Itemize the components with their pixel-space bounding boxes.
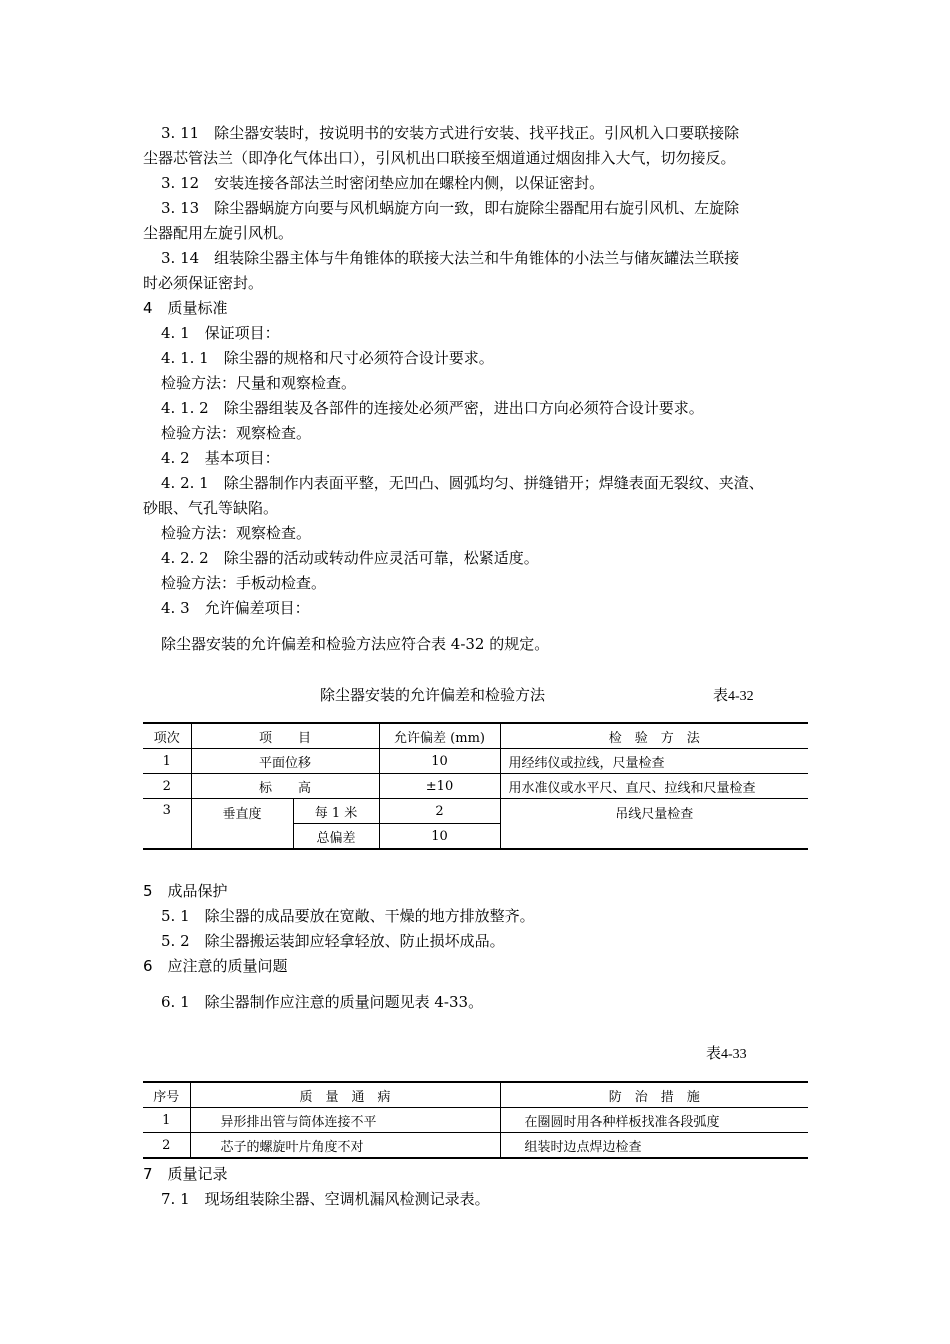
table-cell: 总偏差 [293,824,379,850]
table-4-32 [143,722,808,850]
table-label-char: 表 [706,1044,722,1062]
section-4-heading: 4 质量标准 [143,299,228,317]
clause-3-14-line1: 3. 14 组装除尘器主体与牛角锥体的联接大法兰和牛角锥体的小法兰与储灰罐法兰联接 [161,249,740,267]
table-row [143,774,808,799]
table-4-33 [143,1081,808,1159]
table-cell: 用经纬仪或拉线，尺量检查 [500,749,808,774]
clause-4-3: 4. 3 允许偏差项目： [161,599,310,617]
table-row [143,1133,808,1159]
table-cell: 芯子的螺旋叶片角度不对 [190,1133,500,1159]
clause-4-2-1-line1: 4. 2. 1 除尘器制作内表面平整，无凹凸、圆弧均匀、拼缝错开；焊缝表面无裂纹、夹渣、 [161,474,764,492]
clause-5-2: 5. 2 除尘器搬运装卸应轻拿轻放、防止损坏成品。 [161,932,505,950]
table-cell: 2 [379,799,500,824]
table-number: 4-33 [721,1047,747,1062]
clause-3-13-line2: 尘器配用左旋引风机。 [143,224,294,242]
table-label-char: 表 [713,686,729,704]
table-4-33-label [706,1042,747,1063]
table-header-row [143,723,808,749]
table-cell: ±10 [379,774,500,799]
table-cell: 平面位移 [191,749,379,774]
clause-4-3-text: 除尘器安装的允许偏差和检验方法应符合表 4-32 的规定。 [161,635,550,653]
inspection-method-4-1-1: 检验方法：尺量和观察检查。 [161,374,357,392]
clause-4-2-2: 4. 2. 2 除尘器的活动或转动件应灵活可靠，松紧适度。 [161,549,539,567]
section-6-heading: 6 应注意的质量问题 [143,957,288,975]
clause-4-1-1: 4. 1. 1 除尘器的规格和尺寸必须符合设计要求。 [161,349,494,367]
inspection-method-4-2-2: 检验方法：手板动检查。 [161,574,327,592]
clause-4-2: 4. 2 基本项目： [161,449,280,467]
table-cell: 1 [143,749,191,774]
table-cell: 每 1 米 [293,799,379,824]
table-number: 4-32 [728,689,754,704]
table-4-32-label [713,684,754,705]
header-cell: 质 量 通 病 [190,1082,500,1108]
clause-7-1: 7. 1 现场组装除尘器、空调机漏风检测记录表。 [161,1190,490,1208]
table-header-row [143,1082,808,1108]
inspection-method-4-2-1: 检验方法：观察检查。 [161,524,312,542]
table-cell: 2 [143,1133,190,1159]
table-cell: 异形排出管与筒体连接不平 [190,1108,500,1133]
table-cell: 用水准仪或水平尺、直尺、拉线和尺量检查 [500,774,808,799]
table-row [143,799,808,824]
clause-3-11-line1: 3. 11 除尘器安装时，按说明书的安装方式进行安装、找平找正。引风机入口要联接除 [161,124,740,142]
header-cell: 项次 [143,723,191,749]
header-cell: 序号 [143,1082,190,1108]
header-cell: 允许偏差 (mm) [379,723,500,749]
section-7-heading: 7 质量记录 [143,1165,228,1183]
table-row [143,1108,808,1133]
clause-3-11-line2: 尘器芯管法兰（即净化气体出口），引风机出口联接至烟道通过烟囱排入大气，切勿接反。 [143,149,736,167]
table-cell: 3 [143,799,191,850]
clause-3-12: 3. 12 安装连接各部法兰时密闭垫应加在螺栓内侧，以保证密封。 [161,174,605,192]
table-row [143,749,808,774]
table-cell: 在圈圆时用各种样板找准各段弧度 [500,1108,808,1133]
header-cell: 检 验 方 法 [500,723,808,749]
table-cell: 标 高 [191,774,379,799]
clause-5-1: 5. 1 除尘器的成品要放在宽敞、干燥的地方排放整齐。 [161,907,535,925]
table-4-32-caption: 除尘器安装的允许偏差和检验方法 [320,686,546,704]
clause-4-1: 4. 1 保证项目： [161,324,280,342]
table-cell: 10 [379,824,500,850]
table-cell: 1 [143,1108,190,1133]
inspection-method-4-1-2: 检验方法：观察检查。 [161,424,312,442]
clause-3-13-line1: 3. 13 除尘器蜗旋方向要与风机蜗旋方向一致，即右旋除尘器配用右旋引风机、左旋除 [161,199,740,217]
table-cell: 2 [143,774,191,799]
table-cell: 垂直度 [191,799,293,850]
clause-3-14-line2: 时必须保证密封。 [143,274,264,292]
clause-6-1: 6. 1 除尘器制作应注意的质量问题见表 4-33。 [161,993,484,1011]
clause-4-2-1-line2: 砂眼、气孔等缺陷。 [143,499,279,517]
section-5-heading: 5 成品保护 [143,882,228,900]
clause-4-1-2: 4. 1. 2 除尘器组装及各部件的连接处必须严密，进出口方向必须符合设计要求。 [161,399,704,417]
header-cell: 项 目 [191,723,379,749]
table-cell: 10 [379,749,500,774]
table-cell: 吊线尺量检查 [500,799,808,850]
table-cell: 组装时边点焊边检查 [500,1133,808,1159]
header-cell: 防 治 措 施 [500,1082,808,1108]
